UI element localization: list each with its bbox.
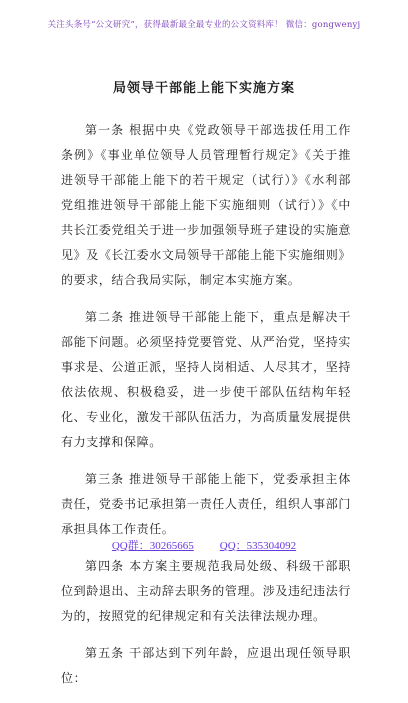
contact-footer <box>0 537 408 553</box>
article-4-paragraph: 第四条 本方案主要规范我局处级、科级干部职位到龄退出、主动辞去职务的管理。涉及违纪违法行为的，按照党的纪律规定和有关法律法规办理。 <box>61 559 351 623</box>
article-3-paragraph: 第三条 推进领导干部能上能下，党委承担主体责任，党委书记承担第一责任人责任，组织人事部门承担具体工作责任。 <box>61 472 351 536</box>
article-5-paragraph: 第五条 干部达到下列年龄，应退出现任领导职位： <box>61 646 351 685</box>
qq-group-label: QQ群： <box>111 540 150 552</box>
top-promo-banner: 关注头条号“公文研究”，获得最新最全最专业的公文资料库！ 微信：gongwenyj <box>47 20 361 30</box>
qq-group-number: 30265665 <box>149 540 194 552</box>
qq-number: 535304092 <box>246 540 297 552</box>
article-1-paragraph: 第一条 根据中央《党政领导干部选拔任用工作条例》《事业单位领导人员管理暂行规定》《关于推进领导干部能上能下的若干规定（试行）》《水利部党组推进领导干部能上能下实施细则（试行）》《中共长江委党组关于进一步加强领导班子建设的实施意见》及《长江委水文局领导干部能上能下实施细则》的要求，结合我局实际，制定本实施方案。 <box>61 123 351 287</box>
document-title: 局领导干部能上能下实施方案 <box>112 81 295 96</box>
article-2-paragraph: 第二条 推进领导干部能上能下，重点是解决干部能下问题。必须坚持党要管党、从严治党，坚持实事求是、公道正派，坚持人岗相适、人尽其才，坚持依法依规、积极稳妥，进一步使干部队伍结构年轻化、专业化，激发干部队伍活力，为高质量发展提供有力支撑和保障。 <box>61 310 351 449</box>
document-body <box>61 118 351 703</box>
qq-label: QQ： <box>219 540 247 552</box>
